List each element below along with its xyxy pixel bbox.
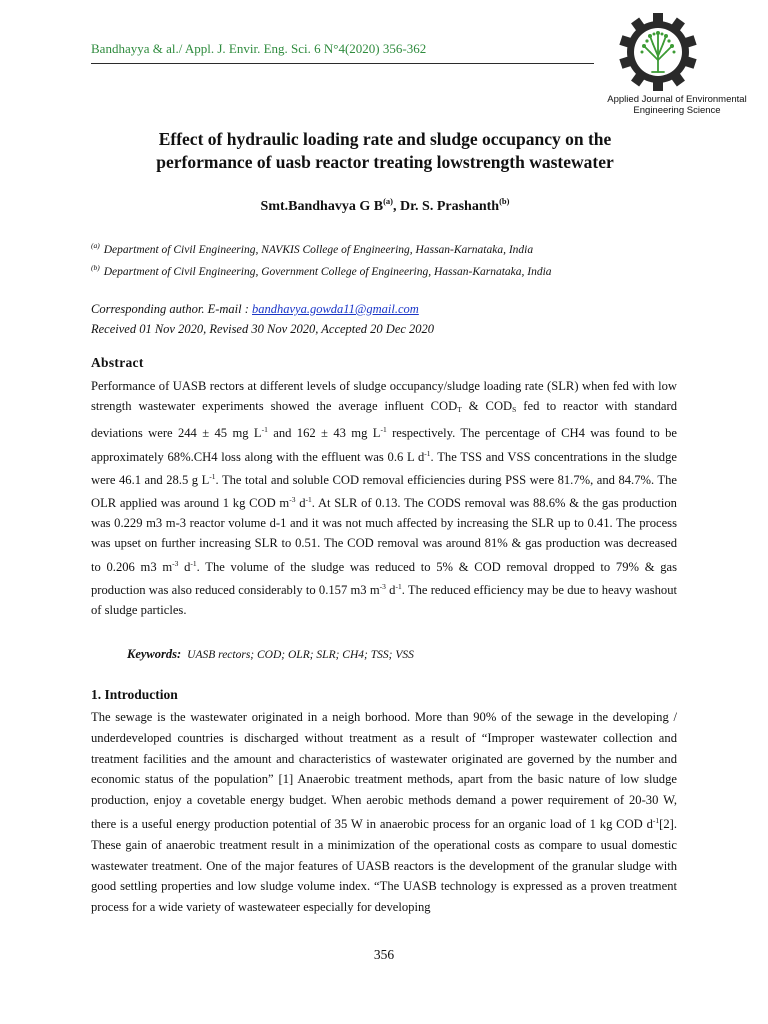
affiliation (91, 263, 552, 278)
journal-name-line1: Applied Journal of Environmental (607, 94, 747, 105)
affiliation-text: Department of Civil Engineering, Government College of Engineering, Hassan-Karnataka, India (103, 266, 552, 278)
text-run: & COD (461, 399, 513, 414)
paper-title-line2: performance of uasb reactor treating lowstrength wastewater (156, 152, 614, 172)
text-run: d (385, 582, 396, 597)
superscript: -1 (395, 581, 402, 591)
text-run: d (178, 559, 191, 574)
superscript: -1 (190, 558, 197, 568)
superscript: -1 (305, 495, 312, 505)
superscript: -3 (379, 581, 386, 591)
subscript: T (457, 405, 462, 415)
author-name: Dr. S. Prashanth (400, 199, 500, 214)
text-run: . At SLR of 0.13. The CODS removal was 88.6% & the gas production was 0.229 m3 m-3 reactor volume d-1 and it was not much affected by increasing the SLR up to 0.41. The process was upset on further increasing SLR to 0.51. The COD removal was around 81% & gas production was decreased to 0.206 m3 m (91, 496, 677, 574)
text-run: . The TSS and VSS concentrations in the sludge were 46.1 and 28.5 g L (91, 449, 677, 487)
superscript: -1 (209, 471, 216, 481)
corresponding-author (91, 302, 419, 317)
text-run: [2]. These gain of anaerobic treatment result in a minimization of the operational costs as compare to usual domestic wastewater treatment. One of the major features of UASB reactors is the development of the granular sludge with good settling properties and low sludge volume index. “The UASB technology is expressed as a proven treatment process for a wide variety of wastewateer especially for developing (91, 816, 677, 915)
superscript: -1 (652, 815, 660, 825)
affiliation-text: Department of Civil Engineering, NAVKIS College of Engineering, Hassan-Karnataka, India (103, 244, 534, 256)
affiliation-mark: (b) (499, 196, 510, 206)
superscript: -1 (380, 425, 387, 435)
subscript: S (512, 405, 517, 415)
text-run: Performance of UASB rectors at different levels of sludge occupancy/sludge loading rate (SLR) when fed with low strength wastewater experiments showed the average influent COD (91, 379, 677, 414)
text-run: . The total and soluble COD removal efficiencies during PSS were 81.7%, and 84.7%. The OLR applied was around 1 kg COD m (91, 472, 677, 511)
received-dates: Received 01 Nov 2020, Revised 30 Nov 2020, Accepted 20 Dec 2020 (91, 322, 435, 336)
journal-name-line2: Engineering Science (633, 105, 721, 116)
abstract-body (91, 376, 677, 620)
text-run: . The volume of the sludge was reduced to 5% & COD removal dropped to 79% & gas production was also reduced considerably to 0.157 m3 m (91, 559, 677, 597)
text-run: d (295, 496, 306, 511)
introduction-heading: 1. Introduction (91, 687, 178, 702)
superscript: -3 (289, 495, 296, 505)
text-run: and 162 ± 43 mg L (267, 426, 381, 441)
text-run: . The reduced efficiency may be due to heavy washout of sludge particles. (91, 582, 677, 618)
author-name: Smt.Bandhavya G B (260, 199, 384, 214)
superscript: -1 (424, 448, 431, 458)
affiliation-mark: (b) (91, 263, 100, 272)
journal-name (598, 94, 756, 116)
text-run: respectively. The percentage of CH4 was found to be approximately 68%.CH4 loss along with the effluent was 0.6 L d (91, 426, 677, 464)
journal-logo (618, 12, 698, 92)
gear-tree-logo-icon (618, 12, 698, 92)
affiliation-mark: (a) (91, 241, 100, 250)
running-header-citation: Bandhayya & al./ Appl. J. Envir. Eng. Sci. 6 N°4(2020) 356-362 (91, 41, 427, 56)
corresponding-label: Corresponding author. E-mail : (91, 302, 252, 316)
affiliation (91, 241, 533, 256)
paper-title-line1: Effect of hydraulic loading rate and sludge occupancy on the (158, 129, 612, 149)
author-list (80, 196, 690, 215)
paper-title (80, 128, 690, 174)
affiliation-mark: (a) (383, 196, 393, 206)
keywords-label: Keywords: (127, 647, 182, 661)
keywords (127, 647, 414, 662)
header-divider (91, 63, 594, 64)
introduction-body (91, 707, 677, 918)
superscript: -1 (261, 425, 268, 435)
page-number: 356 (373, 947, 395, 962)
author-separator: , (393, 199, 400, 214)
abstract-heading: Abstract (91, 355, 144, 370)
text-run: The sewage is the wastewater originated in a neigh borhood. More than 90% of the sewage in the developing / underdeveloped countries is discharged without treatment as a result of “Improper wastewater collection and treatment facilities and the amount and characteristics of wastewater originated are governed by the number and economic status of the population” [1] Anaerobic treatment methods, apart from the basic nature of low sludge production, enjoy a covetable energy budget. When aerobic methods demand a power requirement of 20-30 W, there is a useful energy production potential of 35 W in anaerobic process for an organic load of 1 kg COD d (91, 710, 677, 831)
email-link[interactable]: bandhavya.gowda11@gmail.com (252, 302, 419, 316)
keywords-values: UASB rectors; COD; OLR; SLR; CH4; TSS; VSS (187, 649, 414, 661)
superscript: -3 (172, 558, 179, 568)
text-run: fed to reactor with standard deviations were 244 ± 45 mg L (91, 399, 678, 441)
